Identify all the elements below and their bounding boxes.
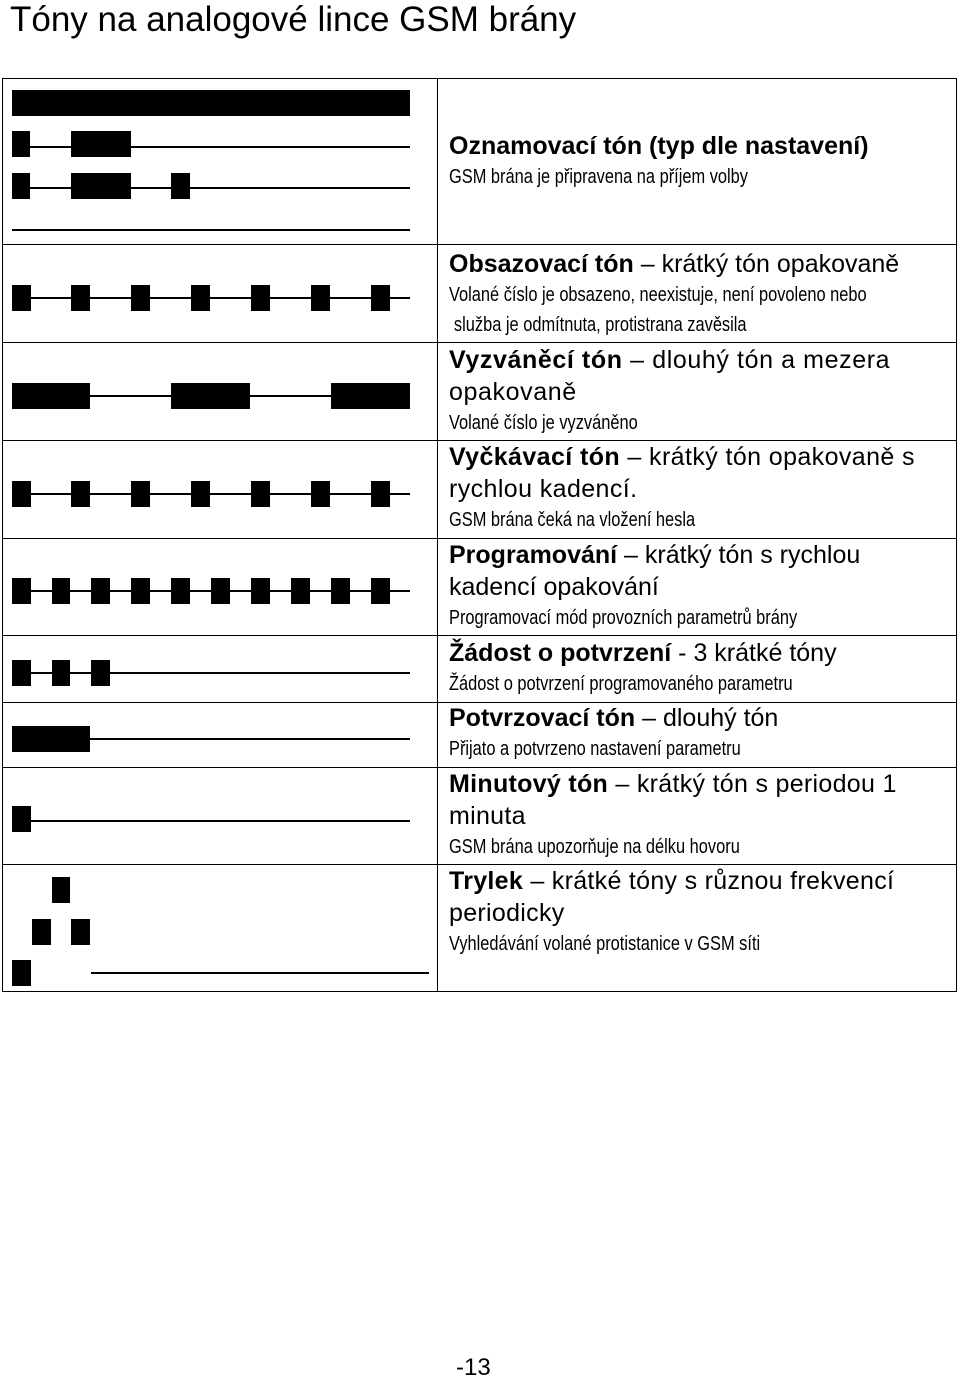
row-separator	[3, 702, 437, 703]
tone-description: Programovací mód provozních parametrů brány	[449, 607, 798, 629]
tone-pulse	[171, 383, 250, 409]
tone-pulse	[171, 578, 190, 604]
tone-name: Oznamovací tón (typ dle nastavení)	[449, 132, 869, 160]
confirm-request-description	[449, 637, 949, 699]
page-title: Tóny na analogové lince GSM brány	[10, 0, 577, 39]
tone-pulse	[91, 578, 110, 604]
tone-pulse	[131, 285, 150, 311]
tone-pulse	[171, 173, 190, 199]
tone-pulse	[71, 131, 131, 157]
tone-name: Žádost o potvrzení	[449, 639, 672, 667]
waiting-tone-description	[449, 441, 949, 535]
silence-line	[12, 187, 410, 189]
tone-detail: 3 krátké tóny	[693, 639, 837, 667]
tone-pulse	[371, 481, 390, 507]
row-separator	[3, 342, 437, 343]
tone-pulse	[311, 285, 330, 311]
tone-pulse	[71, 919, 90, 945]
row-separator	[438, 342, 957, 343]
tone-name: Potvrzovací tón	[449, 704, 636, 732]
row-separator	[3, 244, 437, 245]
tone-pulse	[211, 578, 230, 604]
tone-pulse	[52, 578, 70, 604]
confirmation-tone-description	[449, 702, 949, 764]
tone-pulse	[52, 877, 70, 903]
tone-pulse	[12, 173, 30, 199]
tone-description: Volané číslo je vyzváněno	[449, 412, 638, 434]
dash: –	[635, 704, 663, 732]
tone-description-cont: služba je odmítnuta, protistrana zavěsila	[453, 314, 747, 336]
tone-pulse	[91, 660, 110, 686]
tone-pulse	[251, 285, 270, 311]
tone-description: Volané číslo je obsazeno, neexistuje, není povoleno nebo	[449, 284, 867, 306]
silence-line	[12, 229, 410, 231]
tone-pulse	[331, 383, 410, 409]
dial-tone-description	[449, 130, 949, 192]
tone-pulse	[251, 578, 270, 604]
row-separator	[3, 538, 437, 539]
dash: –	[523, 867, 552, 895]
row-separator	[438, 244, 957, 245]
ringing-tone-description	[449, 344, 949, 438]
tone-pulse	[12, 578, 31, 604]
tone-pulse	[12, 660, 31, 686]
tone-pulse	[311, 481, 330, 507]
silence-line	[12, 146, 410, 148]
tone-pulse	[371, 285, 390, 311]
tone-description: GSM brána upozorňuje na délku hovoru	[449, 836, 740, 858]
trill-tone-description	[449, 865, 949, 959]
tone-pulse	[12, 383, 90, 409]
tone-name: Programování	[449, 541, 618, 569]
row-separator	[3, 864, 437, 865]
tone-description: GSM brána čeká na vložení hesla	[449, 509, 696, 531]
silence-line	[12, 672, 410, 674]
tone-pulse	[12, 131, 30, 157]
tone-name: Minutový tón	[449, 770, 609, 798]
tone-description: Vyhledávání volané protistanice v GSM síti	[449, 933, 761, 955]
tone-pulse	[12, 285, 31, 311]
tone-detail: krátký tón opakovaně s rychlou kadencí.	[449, 443, 915, 503]
tone-name: Vyzváněcí tón	[449, 346, 623, 374]
tone-pulse	[131, 578, 150, 604]
tone-detail: krátké tóny s různou frekvencí periodicky	[449, 867, 895, 927]
tone-pulse	[12, 806, 31, 832]
tone-pulse	[291, 578, 310, 604]
dash: –	[617, 541, 645, 569]
tone-description: Žádost o potvrzení programovaného parametru	[449, 673, 793, 695]
dash: –	[608, 770, 637, 798]
tone-name: Vyčkávací tón	[449, 443, 621, 471]
tone-pulse	[371, 578, 390, 604]
silence-line	[91, 972, 429, 974]
row-separator	[3, 440, 437, 441]
page-number: -13	[456, 1354, 491, 1381]
tone-detail: krátký tón opakovaně	[661, 250, 900, 278]
tone-pulse	[251, 481, 270, 507]
tone-description: Přijato a potvrzeno nastavení parametru	[449, 738, 741, 760]
tone-detail: dlouhý tón a mezera opakovaně	[449, 346, 891, 406]
minute-tone-description	[449, 768, 949, 862]
tone-pulse	[32, 919, 51, 945]
tone-pulse	[12, 726, 90, 752]
tone-pulse	[131, 481, 150, 507]
tone-detail: krátký tón s periodou 1 minuta	[449, 770, 897, 830]
tone-pulse	[71, 285, 90, 311]
tone-pulse	[331, 578, 350, 604]
tone-pulse	[191, 285, 210, 311]
busy-tone-description	[449, 248, 949, 340]
tone-pulse	[191, 481, 210, 507]
tone-pulse	[71, 173, 131, 199]
dash: –	[633, 250, 662, 278]
tone-description: GSM brána je připravena na příjem volby	[449, 166, 748, 188]
programming-tone-description	[449, 539, 949, 633]
row-separator	[438, 635, 957, 636]
tone-pulse	[12, 960, 31, 986]
dash: –	[622, 346, 653, 374]
tone-detail: krátký tón s rychlou kadencí opakování	[449, 541, 861, 601]
tone-pulse	[71, 481, 90, 507]
tone-pulse	[12, 481, 31, 507]
tone-name: Obsazovací tón	[449, 250, 634, 278]
tone-pulse	[52, 660, 70, 686]
silence-line	[12, 820, 410, 822]
dash: -	[671, 639, 694, 667]
tone-bar	[12, 90, 410, 116]
tone-name: Trylek	[449, 867, 524, 895]
row-separator	[3, 767, 437, 768]
tone-detail: dlouhý tón	[662, 704, 779, 732]
dash: –	[620, 443, 650, 471]
row-separator	[3, 635, 437, 636]
column-divider	[437, 78, 438, 992]
